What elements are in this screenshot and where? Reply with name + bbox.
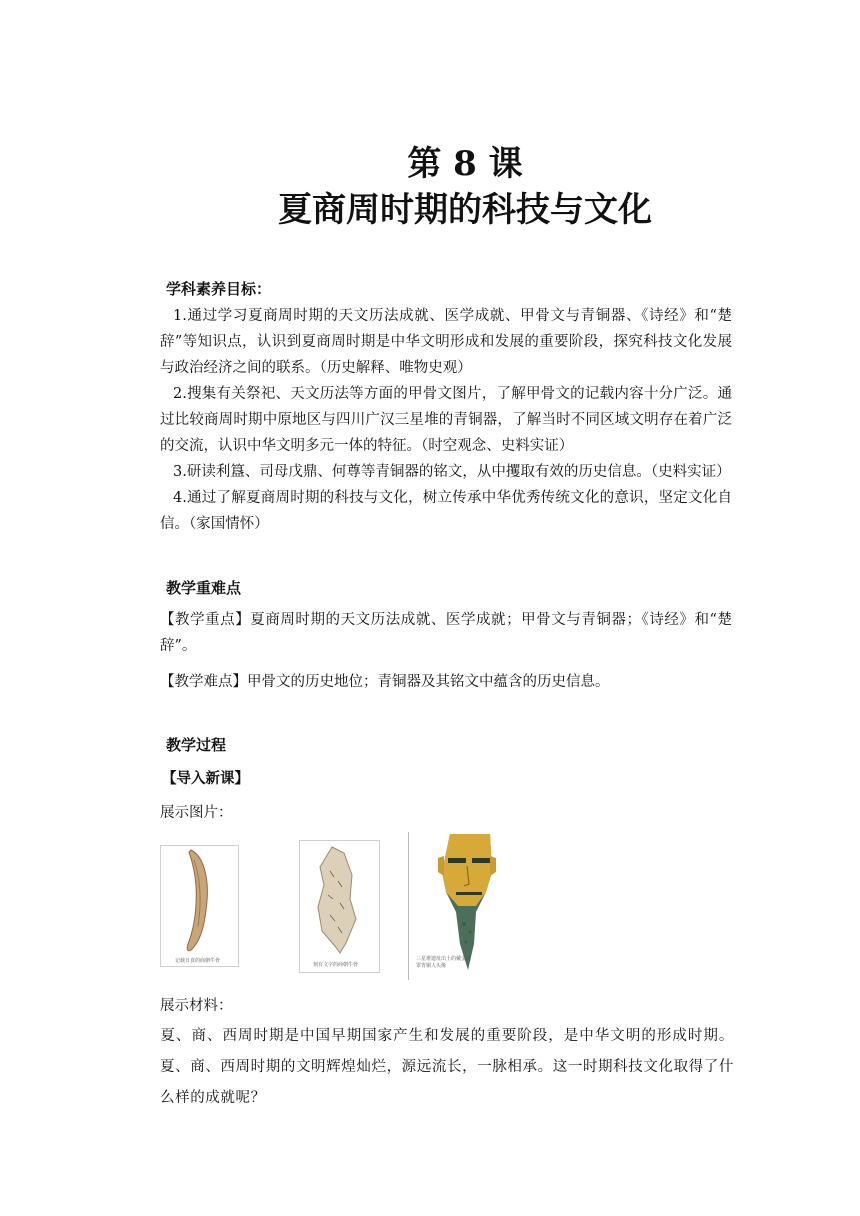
objective-item: 2.搜集有关祭祀、天文历法等方面的甲骨文图片，了解甲骨文的记载内容十分广泛。通过比较商周时期中原地区与四川广汉三星堆的青铜器，了解当时不同区域文明存在着广泛的交流，认识中华文明多元一体的特征。（时空观念、史料实证） [160, 386, 732, 454]
bronze-head-image [412, 832, 522, 972]
objective-item: 3.研读利簋、司母戊鼎、何尊等青铜器的铭文，从中攫取有效的历史信息。（史料实证） [173, 464, 731, 480]
figure-caption: 三星堆遗址出土的戴金面罩青铜人头像 [416, 956, 472, 969]
figure-caption: 刻有文字的商朝牛骨 [313, 962, 359, 968]
inscribed-bone-image [300, 841, 379, 959]
lesson-title: 夏商周时期的科技与文化 [278, 190, 652, 230]
bronze-head-figure [412, 832, 522, 980]
material-text: 夏、商、西周时期是中国早期国家产生和发展的重要阶段，是中华文明的形成时期。夏、商、西周时期的文明辉煌灿烂，源远流长，一脉相承。这一时期科技文化取得了什么样的成就呢？ [160, 1028, 734, 1106]
teaching-difficulty: 【教学难点】甲骨文的历史地位；青铜器及其铭文中蕴含的历史信息。 [160, 674, 610, 690]
oracle-bone-image [161, 846, 238, 956]
objective-item: 1.通过学习夏商周时期的天文历法成就、医学成就、甲骨文与青铜器、《诗经》和“楚辞”等知识点，认识到夏商周时期是中华文明形成和发展的重要阶段，探究科技文化发展与政治经济之间的联系。（历史解释、唯物史观） [160, 308, 732, 376]
key-points-block [160, 607, 732, 695]
lesson-number-title: 第 8 课 [407, 144, 523, 184]
figure-caption: 记载日食的商朝牛骨 [175, 958, 221, 964]
oracle-bone-figure-2 [299, 840, 380, 973]
objectives-list [160, 303, 732, 537]
process-heading: 教学过程 [166, 736, 227, 754]
show-material-label: 展示材料： [160, 998, 233, 1014]
intro-label: 【导入新课】 [162, 771, 249, 787]
teaching-focus: 【教学重点】夏商周时期的天文历法成就、医学成就；甲骨文与青铜器；《诗经》和“楚辞”。 [160, 612, 732, 654]
oracle-bone-figure-1 [160, 845, 239, 967]
figure-divider [408, 832, 409, 980]
key-points-heading: 教学重难点 [166, 579, 242, 597]
show-pictures-label: 展示图片： [160, 805, 233, 821]
objectives-heading: 学科素养目标： [166, 280, 272, 298]
objective-item: 4.通过了解夏商周时期的科技与文化，树立传承中华优秀传统文化的意识，坚定文化自信。（家国情怀） [160, 490, 732, 532]
